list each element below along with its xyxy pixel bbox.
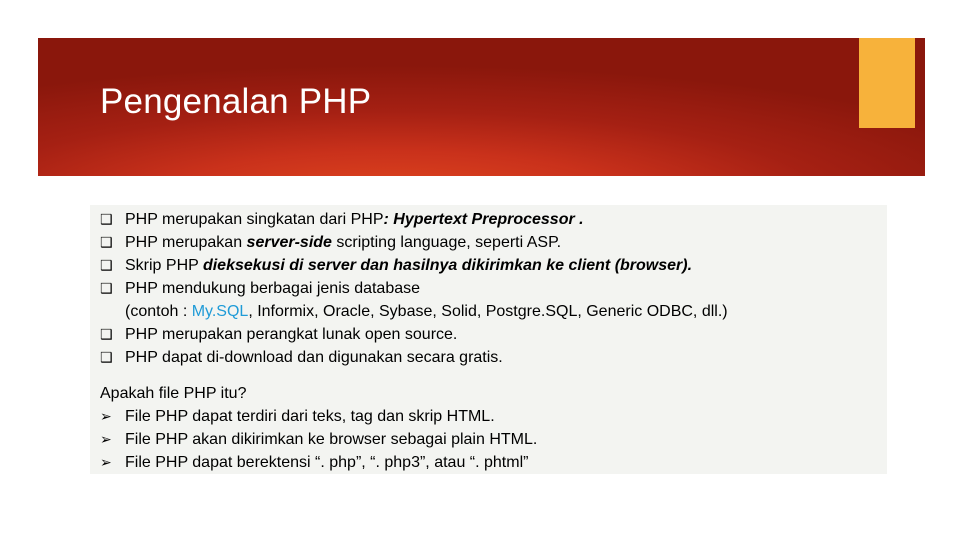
list-item [100, 451, 528, 475]
text: Skrip PHP [125, 257, 203, 274]
list-item-continuation [100, 300, 728, 323]
checkbox-bullet-icon: ❑ [100, 350, 113, 366]
checkbox-bullet-icon: ❑ [100, 258, 113, 274]
checkbox-bullet-icon: ❑ [100, 212, 113, 228]
list-item [100, 208, 584, 232]
text: File PHP akan dikirimkan ke browser sebagai plain HTML. [125, 431, 538, 448]
list-item [100, 254, 692, 278]
arrow-bullet-icon: ➢ [100, 432, 112, 448]
content-box [90, 205, 887, 474]
text: (contoh : [125, 303, 192, 320]
checkbox-bullet-icon: ❑ [100, 327, 113, 343]
list-item [100, 277, 420, 301]
checkbox-bullet-icon: ❑ [100, 235, 113, 251]
text: scripting language, seperti ASP. [331, 234, 562, 251]
arrow-bullet-icon: ➢ [100, 455, 112, 471]
text: File PHP dapat terdiri dari teks, tag dan skrip HTML. [125, 408, 495, 425]
list-item [100, 231, 561, 255]
text: PHP dapat di-download dan digunakan secara gratis. [125, 349, 503, 366]
accent-bar [859, 38, 915, 128]
list-item [100, 346, 503, 370]
text-emphasis: dieksekusi di server dan hasilnya dikirimkan ke client (browser). [202, 257, 693, 274]
mysql-link[interactable]: My.SQL [191, 303, 249, 320]
text: PHP merupakan singkatan dari PHP [125, 211, 384, 228]
text: PHP mendukung berbagai jenis database [125, 280, 421, 297]
text: PHP merupakan [125, 234, 247, 251]
text: , Informix, Oracle, Sybase, Solid, Postgre.SQL, Generic ODBC, dll.) [248, 303, 728, 320]
list-item [100, 428, 537, 452]
slide-title: Pengenalan PHP [100, 82, 372, 121]
text: PHP merupakan perangkat lunak open source. [125, 326, 458, 343]
list-item [100, 323, 457, 347]
question-heading: Apakah file PHP itu? [100, 385, 247, 402]
arrow-bullet-icon: ➢ [100, 409, 112, 425]
text-emphasis: server-side [246, 234, 332, 251]
checkbox-bullet-icon: ❑ [100, 281, 113, 297]
text: File PHP dapat berektensi “. php”, “. php3”, atau “. phtml” [125, 454, 529, 471]
text-emphasis: : Hypertext Preprocessor . [383, 211, 584, 228]
list-item [100, 405, 495, 429]
title-banner [38, 38, 925, 176]
